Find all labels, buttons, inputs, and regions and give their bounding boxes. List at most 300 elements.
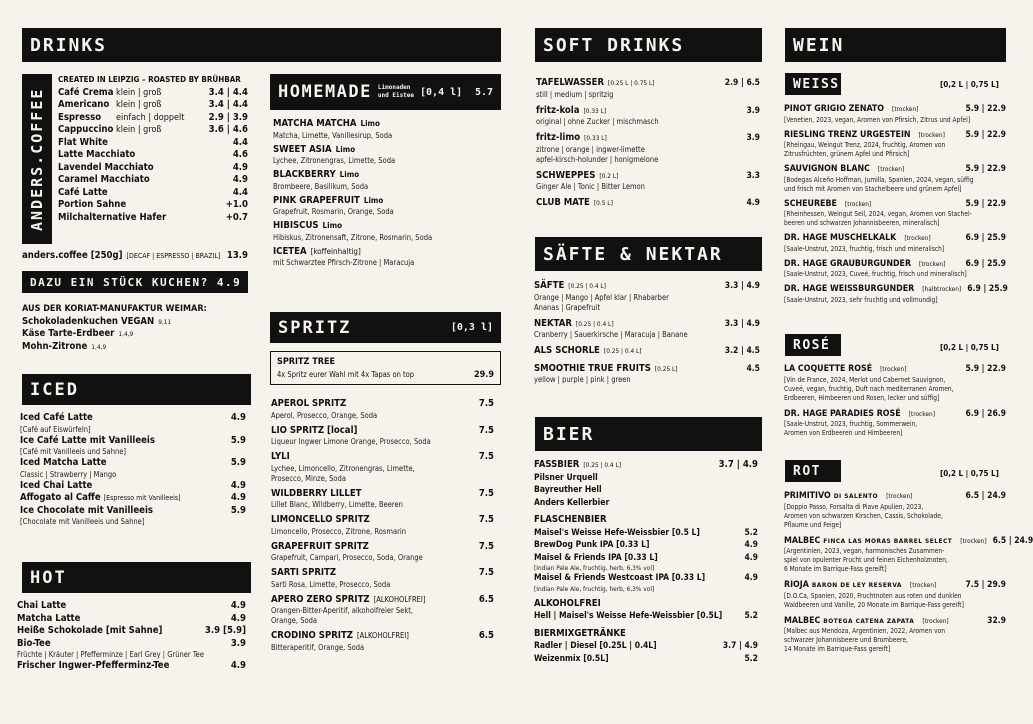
- coffee-price: 3.6 | 4.6: [208, 124, 248, 135]
- iced-list: [20, 412, 246, 527]
- juice-desc: Ananas | Grapefruit: [534, 302, 601, 312]
- mix-name: Weizenmix [0.5L]: [534, 653, 609, 664]
- spritz-price: 6.5: [478, 593, 494, 605]
- mix-name: Radler | Diesel [0.25L | 0.4L]: [534, 641, 657, 651]
- iced-price: 5.9: [230, 457, 246, 468]
- iced-header: ICED: [22, 374, 251, 405]
- juice-row: [534, 318, 760, 331]
- wine-tag: [trocken]: [844, 199, 872, 208]
- coffee-price: 4.9: [232, 161, 248, 173]
- wine-desc: [Rheingau, Weingut Trenz, 2024, fruchtig, Aromen von: [784, 141, 946, 149]
- homemade-row: [273, 246, 501, 259]
- wine-price: 6.9 | 25.9: [965, 233, 1006, 243]
- wine-desc: [Argentinien, 2023, vegan, harmonisches Zusammen-: [784, 547, 945, 555]
- spritz-desc: Bitteraperitif, Orange, Soda: [271, 642, 365, 652]
- mix-price: 5.2: [744, 653, 758, 664]
- wine-desc: [Doppio Passo, Forsalta di Piave Apulien, 2023,: [784, 502, 924, 511]
- wine-name: DR. HAGE WEISSBURGUNDER: [784, 284, 915, 294]
- spritz-desc: Limoncello, Prosecco, Zitrone, Rosmarin: [271, 526, 407, 536]
- spritz-row: [271, 451, 494, 464]
- spritz-name: GRAPEFRUIT SPRITZ: [271, 540, 369, 552]
- wine-desc: [Saale-Unstrut, 2023, sehr fruchtig und vollmundig]: [784, 295, 938, 304]
- spritz-price: 7.5: [478, 514, 494, 525]
- cake-name: Mohn-Zitrone: [22, 340, 88, 352]
- brand-vertical-banner: [22, 74, 52, 244]
- hot-price: 3.9 [5.9]: [204, 625, 246, 636]
- wine-desc: Erdbeeren, Himbeeren und Rosen, lecker und süffig]: [784, 393, 940, 402]
- wine-desc: [Saale-Unstrut, 2023, fruchtig, frisch und mineralisch]: [784, 244, 945, 253]
- drinks-title: DRINKS: [30, 34, 108, 56]
- cake-tag: 1,4,9: [118, 330, 134, 338]
- mix-price: 3.7 | 4.9: [722, 641, 758, 651]
- iced-name: Ice Chocolate mit Vanilleeis: [20, 504, 153, 516]
- bottle-price: 4.9: [744, 573, 758, 583]
- homemade-tag: Limo: [363, 195, 384, 205]
- hot-price: 4.9: [230, 612, 246, 624]
- iced-price: 5.9: [230, 434, 246, 446]
- homemade-name: HIBISCUS: [273, 220, 319, 231]
- hot-row: [17, 600, 246, 613]
- hot-header: HOT: [22, 562, 251, 593]
- wine-price: 5.9 | 22.9: [965, 198, 1006, 209]
- rose-list: [784, 363, 1006, 438]
- iced-price: 4.9: [230, 492, 246, 503]
- soft-row: [536, 105, 760, 118]
- homemade-subtitle-2: und Eistee: [377, 92, 415, 99]
- fass-line: Anders Kellerbier: [534, 497, 610, 508]
- wine-row: [784, 535, 1033, 548]
- juice-size: [0.25 | 0.4 L]: [603, 347, 642, 355]
- af-price: 5.2: [744, 611, 758, 621]
- wine-desc: und frisch mit Aromen von Stachelbeere und grünem Apfel]: [784, 184, 962, 193]
- wine-tag: [trocken]: [904, 234, 931, 242]
- hot-row: [17, 660, 246, 673]
- wine-price: 5.9 | 22.9: [965, 364, 1006, 374]
- red-header: ROT: [785, 460, 841, 482]
- wine-name: MALBEC: [784, 535, 821, 546]
- spritz-desc: Grapefruit, Campari, Prosecco, Soda, Orange: [271, 553, 423, 562]
- coffee-row: [58, 87, 248, 100]
- cake-list: [22, 303, 248, 353]
- wine-desc: [Venetien, 2023, vegan, Aromen von Pfirsich, Zitrus und Apfel]: [784, 115, 971, 124]
- spritz-tree-price: 29.9: [474, 369, 494, 380]
- wine-row: [784, 163, 1006, 176]
- spritz-name: APEROL SPRITZ: [271, 398, 347, 409]
- soft-name: fritz-kola: [536, 104, 580, 116]
- bottle-desc: [Indian Pale Ale, fruchtig, herb, 6,3% vol]: [534, 564, 655, 572]
- homemade-name: MATCHA MATCHA: [273, 118, 357, 129]
- iced-desc: Classic | Strawberry | Mango: [20, 469, 117, 479]
- soft-desc: original | ohne Zucker | mischmasch: [536, 117, 659, 126]
- coffee-price: +0.7: [225, 211, 248, 223]
- wine-desc: Waldbeeren und Vanille, 20 Monate im Barrique-Fass gereift]: [784, 600, 964, 609]
- beans-price: 13.9: [226, 250, 248, 261]
- spritz-name: SARTI SPRITZ: [271, 567, 337, 578]
- wine-desc: Pflaume und Feige]: [784, 520, 842, 529]
- wine-row: [784, 615, 1006, 628]
- wine-tag: [trocken]: [892, 105, 919, 113]
- homemade-desc: mit Schwarztee Pfirsch-Zitrone | Maracuja: [273, 258, 415, 267]
- wine-tag: [trocken]: [909, 581, 937, 589]
- spritz-name: CRODINO SPRITZ: [271, 630, 353, 641]
- homemade-name: ICETEA: [273, 245, 307, 257]
- homemade-desc: Matcha, Limette, Vanillesirup, Soda: [273, 130, 393, 140]
- rose-header: ROSÉ: [785, 334, 841, 356]
- juice-size: [0.25 | 0.4 L]: [568, 282, 606, 290]
- iced-desc: [Chocolate mit Vanilleeis und Sahne]: [20, 517, 145, 526]
- coffee-size: einfach | doppelt: [116, 112, 185, 123]
- soft-row: [536, 132, 760, 145]
- coffee-name: Latte Macchiato: [58, 149, 136, 160]
- juice-size: [0.25 | 0.4 L]: [575, 319, 614, 328]
- iced-name: Ice Café Latte mit Vanilleeis: [20, 434, 155, 446]
- wine-price: 6.9 | 26.9: [965, 408, 1006, 419]
- wine-price: 6.9 | 25.9: [967, 284, 1008, 294]
- wine-price: 7.5 | 29.9: [965, 580, 1006, 590]
- juice-desc: yellow | purple | pink | green: [534, 375, 631, 384]
- soft-row: [536, 170, 760, 183]
- white-size: [0,2 L | 0,75 L]: [940, 80, 999, 89]
- wine-sub: DI SALENTO: [833, 492, 879, 500]
- homemade-row: [273, 195, 501, 208]
- bottle-price: 5.2: [744, 527, 758, 538]
- iced-name: Iced Matcha Latte: [20, 457, 107, 468]
- iced-row: [20, 412, 246, 425]
- wine-name: RIOJA: [784, 580, 809, 590]
- spritz-row: [271, 567, 494, 580]
- hot-row: [17, 638, 246, 651]
- spritz-size: [0,3 l]: [450, 322, 493, 333]
- juice-price: 3.3 | 4.9: [724, 318, 760, 329]
- wine-name: PRIMITIVO: [784, 491, 831, 501]
- soft-size: [0.33 L]: [583, 106, 607, 115]
- homemade-subtitle-1: Limonaden: [377, 84, 411, 91]
- soft-size: [0.33 L]: [584, 134, 607, 142]
- cake-row: [22, 328, 248, 341]
- spritz-tag: [ALKOHOLFREI]: [373, 594, 426, 604]
- homemade-tag: Limo: [360, 119, 380, 128]
- wine-tag: [trocken]: [960, 536, 987, 545]
- af-row: [534, 610, 758, 623]
- coffee-name: Café Latte: [58, 186, 108, 198]
- homemade-name: BLACKBERRY: [273, 169, 336, 180]
- wine-desc: [Saale-Unstrut, 2023, fruchtig, Sommerwein,: [784, 420, 918, 428]
- coffee-row: [58, 149, 248, 162]
- hot-name: Heiße Schokolade [mit Sahne]: [17, 625, 163, 636]
- mix-title: BIERMIXGETRÄNKE: [534, 627, 626, 639]
- homemade-desc: Lychee, Zitronengras, Limette, Soda: [273, 156, 396, 165]
- wine-tag: [trocken]: [918, 130, 945, 139]
- cake-row: [22, 341, 248, 354]
- wine-name: MALBEC: [784, 615, 821, 626]
- spritz-name: WILDBERRY LILLET: [271, 487, 362, 499]
- cake-tag: 1,4,9: [91, 342, 107, 351]
- spritz-header: SPRITZ [0,3 l]: [270, 312, 501, 343]
- wine-tag: [halbtrocken]: [922, 285, 962, 293]
- soft-price: 3.9: [746, 105, 760, 116]
- juice-name: ALS SCHORLE: [534, 345, 600, 356]
- coffee-price: 4.4: [232, 136, 248, 148]
- hot-name: Chai Latte: [17, 600, 67, 611]
- coffee-row: [58, 199, 248, 212]
- spritz-desc: Lychee, Limoncello, Zitronengras, Limette,: [271, 463, 415, 473]
- spritz-price: 7.5: [478, 540, 494, 552]
- iced-row: [20, 435, 246, 448]
- spritz-price: 6.5: [478, 630, 494, 641]
- wine-row: [784, 258, 1006, 271]
- coffee-name: Lavendel Macchiato: [58, 161, 154, 173]
- iced-price: 4.9: [230, 412, 246, 423]
- wine-desc: schwarzer Johannisbeere und Brombeere,: [784, 636, 908, 644]
- spritz-price: 7.5: [478, 487, 494, 499]
- wine-row: [784, 103, 1006, 116]
- rose-size: [0,2 L | 0,75 L]: [940, 343, 999, 352]
- homemade-desc: Grapefruit, Rosmarin, Orange, Soda: [273, 207, 394, 216]
- bottle-name: Maisel's Weisse Hefe-Weissbier [0.5 L]: [534, 527, 700, 538]
- spritz-desc: Orangen-Bitter-Aperitif, alkoholfreier Sekt,: [271, 606, 414, 615]
- soft-price: 2.9 | 6.5: [724, 78, 760, 88]
- wine-desc: 14 Monate im Barrique-Fass gereift]: [784, 645, 891, 653]
- soft-list: [536, 77, 760, 210]
- soft-desc: Ginger Ale | Tonic | Bitter Lemon: [536, 182, 645, 191]
- hot-name: Frischer Ingwer-Pfefferminz-Tee: [17, 660, 170, 671]
- cake-row: [22, 316, 248, 329]
- beans-row: [22, 250, 248, 263]
- coffee-price: 4.6: [232, 149, 248, 160]
- soft-size: [0.2 L]: [599, 171, 619, 180]
- homemade-name: PINK GRAPEFRUIT: [273, 194, 360, 206]
- red-list: [784, 490, 1033, 654]
- homemade-desc: Brombeere, Basilikum, Soda: [273, 181, 369, 191]
- soft-row: [536, 77, 760, 90]
- soft-price: 3.9: [746, 133, 760, 143]
- drinks-header: [22, 28, 501, 62]
- homemade-size: [0,4 l]: [420, 86, 463, 98]
- spritz-row: [271, 541, 494, 554]
- wine-desc: [Saale-Unstrut, 2023, Cuveé, fruchtig, frisch und mineralisch]: [784, 270, 967, 278]
- wine-tag: [trocken]: [880, 365, 907, 373]
- spritz-name: APERO ZERO SPRITZ: [271, 593, 370, 605]
- fass-line: Bayreuther Hell: [534, 485, 602, 495]
- juice-row: [534, 280, 760, 293]
- coffee-name: Portion Sahne: [58, 199, 127, 210]
- wine-desc: [Bodegas Alceño Hoffman, Jumilla, Spanien, 2024, vegan, süffig: [784, 175, 974, 184]
- af-title: ALKOHOLFREI: [534, 597, 601, 609]
- beans-desc: [DECAF | ESPRESSO | BRAZIL]: [126, 252, 221, 260]
- wine-header: WEIN: [785, 28, 1006, 62]
- wine-tag: [trocken]: [922, 616, 949, 625]
- coffee-price: +1.0: [225, 199, 248, 210]
- cake-name: Käse Tarte-Erdbeer: [22, 328, 115, 339]
- beans-name: anders.coffee [250g]: [22, 250, 123, 261]
- soft-name: fritz-limo: [536, 132, 581, 143]
- wine-sub: FINCA LAS MORAS BARREL SELECT: [823, 536, 953, 545]
- white-header: WEISS: [785, 73, 841, 95]
- spritz-tree-box: [270, 351, 501, 385]
- hot-list: [17, 600, 246, 673]
- homemade-tag: Limo: [335, 144, 356, 154]
- iced-desc: [Espresso mit Vanilleeis]: [103, 494, 181, 502]
- wine-row: [784, 283, 1006, 296]
- coffee-row: [58, 187, 248, 200]
- wine-tag: [trocken]: [877, 165, 905, 173]
- juice-price: 3.3 | 4.9: [724, 281, 760, 291]
- iced-name: Iced Café Latte: [20, 412, 93, 423]
- red-size: [0,2 L | 0,75 L]: [940, 469, 999, 478]
- wine-price: 5.9 | 22.9: [965, 129, 1006, 140]
- bottle-row: [534, 552, 758, 565]
- wine-tag: [trocken]: [908, 409, 936, 418]
- wine-price: 32.9: [987, 615, 1006, 626]
- wine-row: [784, 129, 1006, 142]
- soft-name: TAFELWASSER: [536, 77, 605, 88]
- coffee-row: [58, 137, 248, 150]
- coffee-row: [58, 124, 248, 137]
- iced-price: 5.9: [230, 504, 246, 516]
- iced-price: 4.9: [230, 479, 246, 491]
- wine-desc: Zitrusfrüchten, grünem Apfel und Pfirsich]: [784, 150, 910, 158]
- spritz-row: [271, 488, 494, 501]
- spritz-tag: [ALKOHOLFREI]: [357, 631, 409, 640]
- bottle-name: Maisel & Friends IPA [0.33 L]: [534, 552, 658, 563]
- spritz-tree-desc: 4x Spritz eurer Wahl mit 4x Tapas on top: [277, 369, 415, 379]
- spritz-row: [271, 630, 494, 643]
- coffee-row: [58, 212, 248, 225]
- fass-line: Pilsner Urquell: [534, 472, 598, 483]
- soft-desc: still | medium | spritzig: [536, 89, 614, 99]
- soft-size: [0.5 L]: [593, 199, 613, 207]
- spritz-price: 7.5: [478, 567, 494, 578]
- wine-sub: BARON DE LEY RESERVA: [811, 581, 902, 589]
- juice-name: NEKTAR: [534, 317, 572, 329]
- spritz-desc: Lillet Blanc, Wildberry, Limette, Beeren: [271, 500, 403, 509]
- homemade-tag: Limo: [339, 170, 360, 179]
- wine-desc: Aromen von schwarzen Kirschen, Cassis, Schokolade,: [784, 511, 943, 520]
- wine-sub: BOTEGA CATENA ZAPATA: [823, 616, 915, 625]
- homemade-row: [273, 118, 501, 131]
- soft-header: SOFT DRINKS: [535, 28, 762, 62]
- homemade-row: [273, 220, 501, 233]
- hot-name: Bio-Tee: [17, 637, 51, 649]
- spritz-price: 7.5: [478, 398, 494, 409]
- wine-desc: 6 Monate im Barrique-Fass gereift]: [784, 565, 887, 573]
- coffee-size: klein | groß: [116, 87, 162, 98]
- coffee-size: klein | groß: [116, 100, 162, 110]
- hot-price: 4.9: [230, 660, 246, 671]
- coffee-price: 3.4 | 4.4: [208, 86, 248, 98]
- spritz-name: LYLI: [271, 451, 290, 462]
- wine-row: [784, 363, 1006, 376]
- tea-desc: Früchte | Kräuter | Pfefferminze | Earl Grey | Grüner Tee: [17, 650, 204, 659]
- wine-tag: [trocken]: [886, 492, 913, 500]
- coffee-row: [58, 174, 248, 187]
- homemade-name: SWEET ASIA: [273, 143, 332, 155]
- homemade-row: [273, 144, 501, 157]
- soft-price: 4.9: [746, 198, 760, 208]
- hot-name: Matcha Latte: [17, 612, 81, 624]
- iced-desc: [Café auf Eiswürfeln]: [20, 424, 91, 434]
- iced-row: [20, 480, 246, 493]
- coffee-name: Flat White: [58, 136, 108, 148]
- wine-desc: Aromen von Erdbeeren und Himbeeren]: [784, 429, 903, 437]
- homemade-tag: [koffeinhaltig]: [310, 246, 361, 256]
- hot-price: 4.9: [230, 600, 246, 611]
- mix-row: [534, 653, 758, 666]
- spritz-desc: Aperol, Prosecco, Orange, Soda: [271, 410, 378, 420]
- soft-desc: apfel-kirsch-holunder | honigmelone: [536, 154, 659, 164]
- iced-name: Affogato al Caffe: [20, 492, 101, 503]
- coffee-row: [58, 162, 248, 175]
- wine-price: 6.9 | 25.9: [965, 258, 1006, 269]
- bottle-name: Maisel & Friends Westcoast IPA [0.33 L]: [534, 573, 706, 583]
- hot-row: [17, 625, 246, 638]
- juice-price: 3.2 | 4.5: [724, 346, 760, 356]
- cake-header: DAZU EIN STÜCK KUCHEN? 4.9: [22, 271, 248, 293]
- wine-tag: [trocken]: [919, 259, 946, 268]
- spritz-desc: Sarti Rosa, Limette, Prosecco, Soda: [271, 579, 391, 589]
- wine-row: [784, 408, 1006, 421]
- coffee-name: Cappuccino: [58, 124, 114, 135]
- bottle-row: [534, 572, 758, 585]
- wine-price: 6.5 | 24.9: [965, 491, 1006, 501]
- coffee-name: Café Crema: [58, 86, 114, 98]
- cake-tag: 9,11: [158, 317, 172, 326]
- spritz-tree-name: SPRITZ TREE: [277, 357, 336, 367]
- wine-desc: Cuveé, vegan, fruchtig, Duft nach mediterranen Aromen,: [784, 384, 954, 393]
- spritz-desc: Orange, Soda: [271, 616, 318, 625]
- spritz-name: LIO SPRITZ [local]: [271, 424, 358, 436]
- iced-name: Iced Chai Latte: [20, 479, 93, 491]
- juice-list: [534, 280, 760, 385]
- wine-row: [784, 198, 1006, 211]
- bottle-title: FLASCHENBIER: [534, 514, 607, 525]
- bottle-row: [534, 527, 758, 540]
- roast-note: CREATED IN LEIPZIG – ROASTED BY BRÜHBAR: [58, 75, 241, 84]
- juice-desc: Orange | Mango | Apfel klar | Rhabarber: [534, 292, 669, 302]
- wine-name: SAUVIGNON BLANC: [784, 164, 870, 174]
- juice-header: SÄFTE & NEKTAR: [535, 237, 762, 271]
- bottle-price: 4.9: [744, 552, 758, 563]
- coffee-list: [58, 74, 248, 224]
- wine-name: DR. HAGE GRAUBURGUNDER: [784, 258, 912, 269]
- white-list: [784, 103, 1006, 305]
- wine-name: SCHEUREBE: [784, 198, 837, 209]
- juice-row: [534, 345, 760, 358]
- homemade-header: HOMEMADE Limonaden und Eistee [0,4 l] 5.7: [270, 74, 501, 110]
- coffee-price: 3.4 | 4.4: [208, 99, 248, 110]
- iced-desc: [Café mit Vanilleeis und Sahne]: [20, 447, 127, 456]
- soft-size: [0.25 L | 0.75 L]: [608, 79, 655, 87]
- wine-name: RIESLING TRENZ URGESTEIN: [784, 129, 911, 140]
- spritz-row: [271, 398, 494, 411]
- coffee-name: Americano: [58, 99, 110, 110]
- wine-price: 5.9 | 22.9: [965, 104, 1006, 114]
- beer-list: [534, 459, 758, 665]
- homemade-row: [273, 169, 501, 182]
- wine-desc: [Vin de France, 2024, Merlot und Cabernet Sauvignon,: [784, 375, 946, 384]
- coffee-row: [58, 112, 248, 125]
- wine-desc: beeren und schwarzen Johannisbeeren, mineralisch]: [784, 219, 940, 227]
- spritz-name: LIMONCELLO SPRITZ: [271, 514, 370, 525]
- cake-intro: AUS DER KORIAT-MANUFAKTUR WEIMAR:: [22, 304, 207, 314]
- wine-row: [784, 579, 1006, 592]
- coffee-name: Milchalternative Hafer: [58, 211, 167, 223]
- mix-row: [534, 640, 758, 653]
- juice-row: [534, 363, 760, 376]
- wine-desc: [Rheinhessen, Weingut Seil, 2024, vegan, Aromen von Stachel-: [784, 210, 972, 218]
- soft-desc: zitrone | orange | ingwer-limette: [536, 144, 645, 154]
- hot-row: [17, 613, 246, 626]
